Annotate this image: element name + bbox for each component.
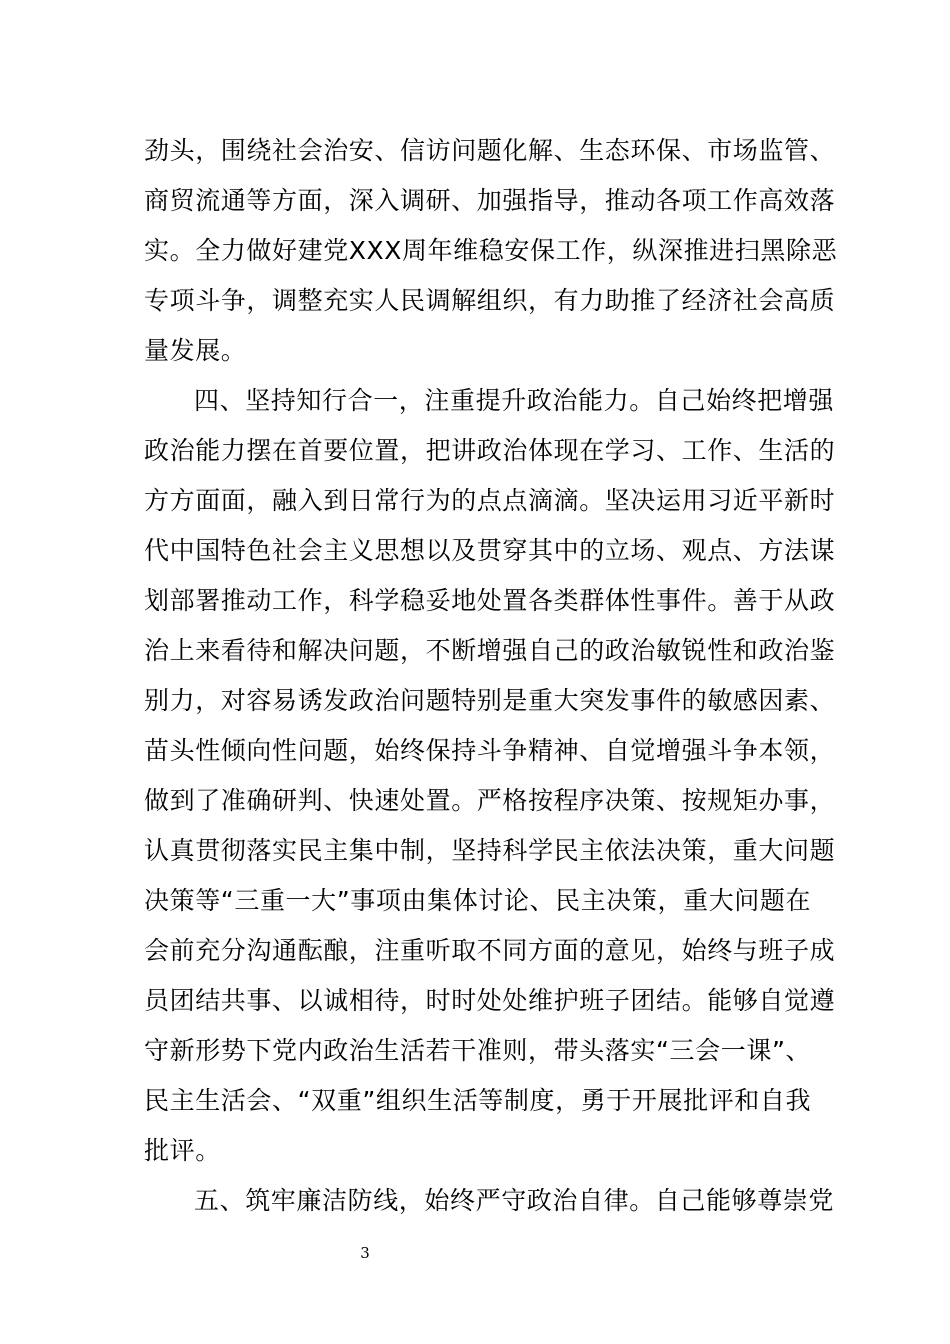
- text-line: 划部署推动工作，科学稳妥地处置各类群体性事件。善于从政: [144, 586, 836, 615]
- text-line: 专项斗争，调整充实人民调解组织，有力助推了经济社会高质: [144, 286, 836, 315]
- text-line: 苗头性倾向性问题，始终保持斗争精神、自觉增强斗争本领，: [144, 736, 836, 765]
- text-line: 批评。: [144, 1136, 221, 1165]
- text-line: 决策等“三重一大”事项由集体讨论、民主决策，重大问题在: [144, 886, 812, 915]
- text-line: 政治能力摆在首要位置，把讲政治体现在学习、工作、生活的: [144, 436, 836, 465]
- text-line: 会前充分沟通酝酿，注重听取不同方面的意见，始终与班子成: [144, 936, 836, 965]
- text-line: 治上来看待和解决问题，不断增强自己的政治敏锐性和政治鉴: [144, 636, 836, 665]
- section-heading-line: 四、坚持知行合一，注重提升政治能力。自己始终把增强: [194, 386, 835, 415]
- text-line: 守新形势下党内政治生活若干准则，带头落实“三会一课”、: [144, 1036, 812, 1065]
- text-line: 商贸流通等方面，深入调研、加强指导，推动各项工作高效落: [144, 186, 836, 215]
- body-text: [144, 126, 838, 1226]
- text-line: 劲头，围绕社会治安、信访问题化解、生态环保、市场监管、: [144, 136, 836, 165]
- text-line: 别力，对容易诱发政治问题特别是重大突发事件的敏感因素、: [144, 686, 836, 715]
- text-line: 量发展。: [144, 336, 247, 365]
- text-line: 方方面面，融入到日常行为的点点滴滴。坚决运用习近平新时: [144, 486, 836, 515]
- text-line: 代中国特色社会主义思想以及贯穿其中的立场、观点、方法谋: [144, 536, 836, 565]
- section-heading-line: 五、筑牢廉洁防线，始终严守政治自律。自己能够尊崇党: [194, 1186, 835, 1215]
- page-number: 3: [360, 1244, 370, 1262]
- text-line: 认真贯彻落实民主集中制，坚持科学民主依法决策，重大问题: [144, 836, 836, 865]
- text-line: 做到了准确研判、快速处置。严格按程序决策、按规矩办事，: [144, 786, 836, 815]
- text-line: 员团结共事、以诚相待，时时处处维护班子团结。能够自觉遵: [144, 986, 836, 1015]
- text-line: 民主生活会、“双重”组织生活等制度，勇于开展批评和自我: [144, 1086, 812, 1115]
- text-line: 实。全力做好建党XXX周年维稳安保工作，纵深推进扫黑除恶: [144, 236, 838, 265]
